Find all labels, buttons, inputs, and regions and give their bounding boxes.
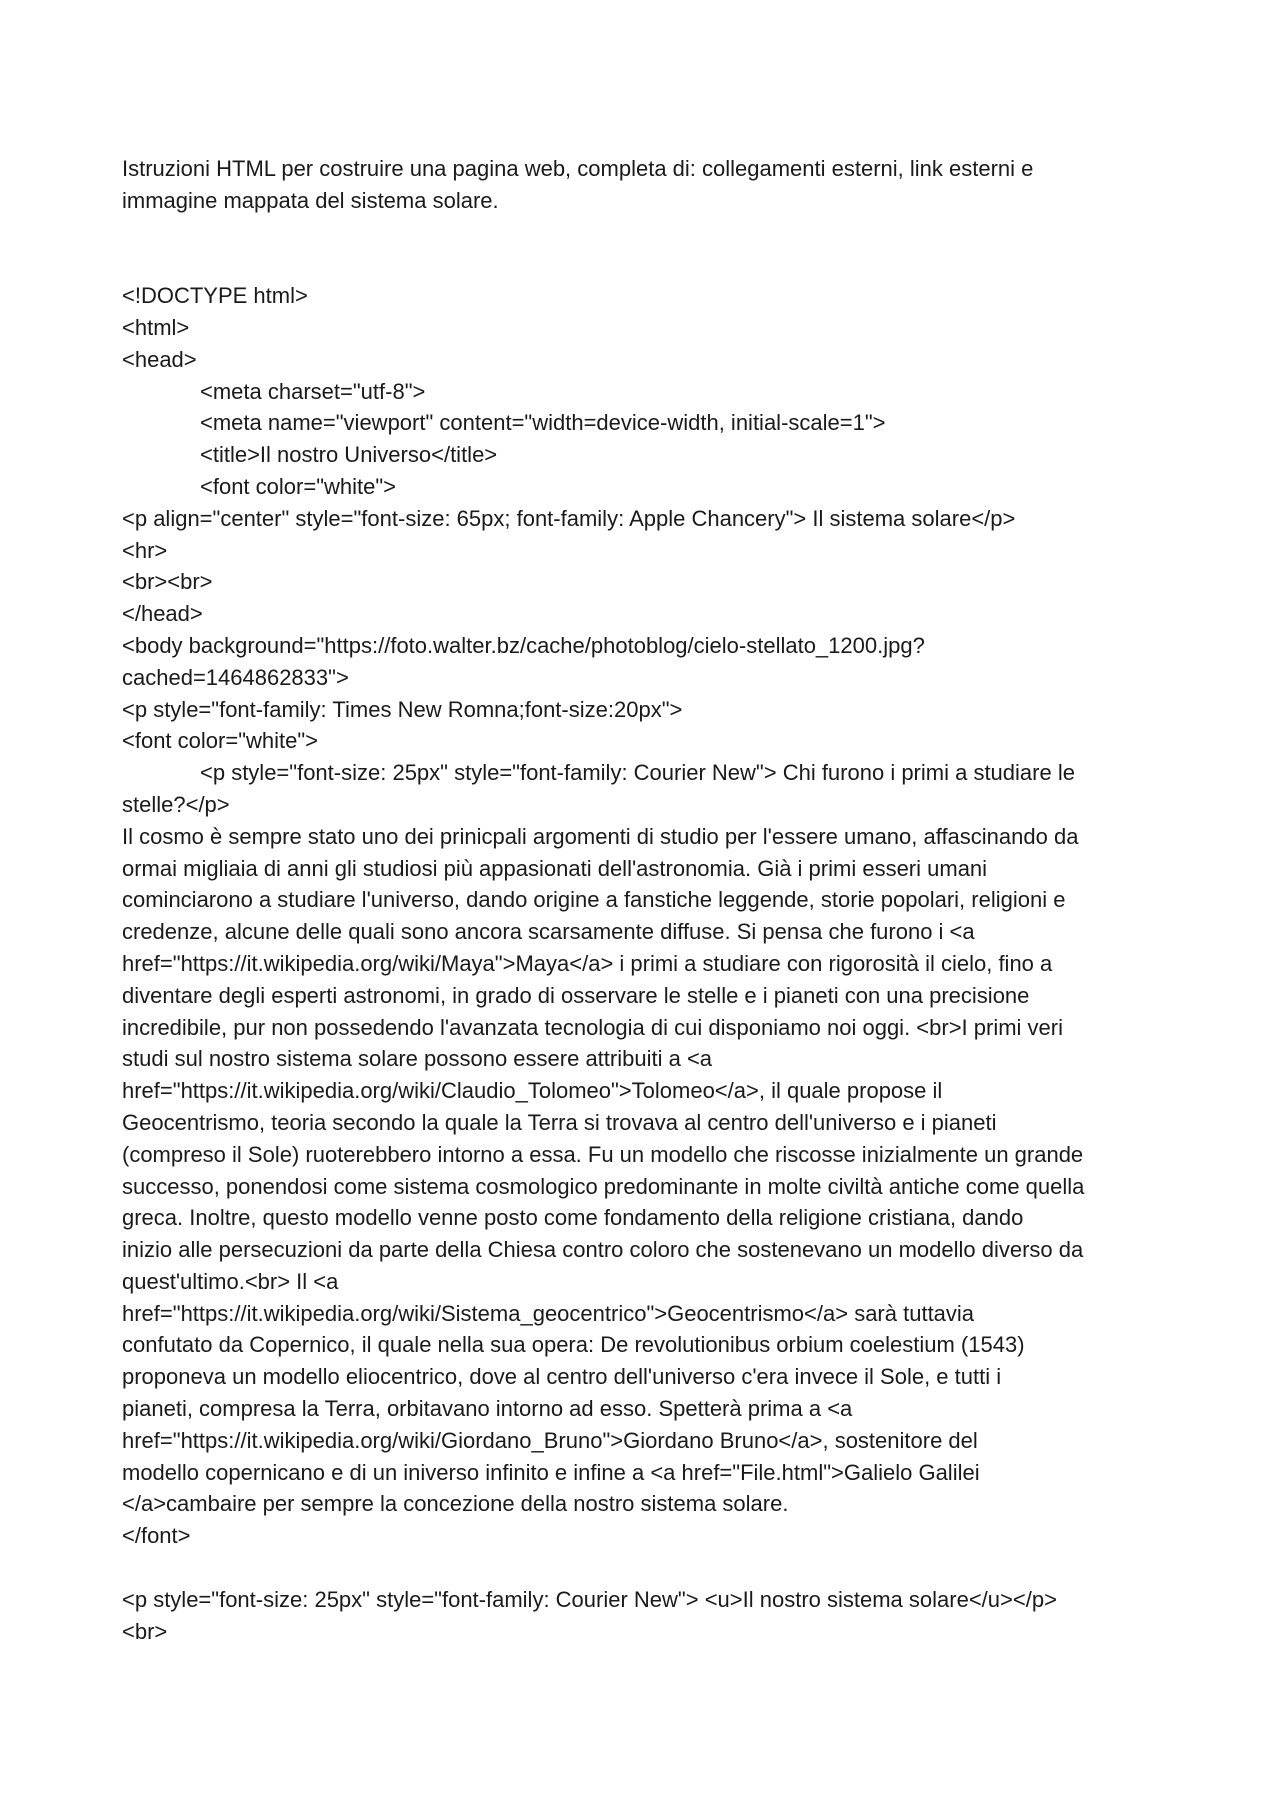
code-line: <body background="https://foto.walter.bz/cache/photoblog/cielo-stellato_1200.jpg? [122, 632, 925, 658]
spacer [122, 217, 1172, 281]
intro-line: immagine mappata del sistema solare. [122, 187, 499, 213]
body-line: modello copernicano e di un iniverso infinito e infine a <a href="File.html">Galielo Galilei [122, 1459, 980, 1485]
tail-line: <br> [122, 1618, 168, 1644]
body-line: stelle?</p> [122, 791, 230, 817]
body-line: quest'ultimo.<br> Il <a [122, 1268, 339, 1294]
code-line-indented: <meta name="viewport" content="width=device-width, initial-scale=1"> [200, 410, 886, 436]
body-line: cominciarono a studiare l'universo, dando origine a fanstiche leggende, storie popolari, religioni e [122, 887, 1066, 913]
code-line-indented: <font color="white"> [200, 473, 397, 499]
code-line: <html> [122, 314, 190, 340]
code-line: <hr> [122, 537, 168, 563]
code-line-indented: <meta charset="utf-8"> [200, 378, 426, 404]
body-line: (compreso il Sole) ruoterebbero intorno a essa. Fu un modello che riscosse inizialmente un grande [122, 1141, 1084, 1167]
body-line: </font> [122, 1523, 191, 1549]
document-body [122, 153, 1172, 1647]
body-line: pianeti, compresa la Terra, orbitavano intorno ad esso. Spetterà prima a <a [122, 1396, 853, 1422]
body-line: greca. Inoltre, questo modello venne posto come fondamento della religione cristiana, dando [122, 1205, 1024, 1231]
body-line: credenze, alcune delle quali sono ancora scarsamente diffuse. Si pensa che furono i <a [122, 919, 975, 945]
code-line-indented: <title>Il nostro Universo</title> [200, 442, 498, 468]
body-line: href="https://it.wikipedia.org/wiki/Giordano_Bruno">Giordano Bruno</a>, sostenitore del [122, 1427, 978, 1453]
spacer [122, 1552, 1172, 1584]
body-line: Il cosmo è sempre stato uno dei prinicpali argomenti di studio per l'essere umano, affascinando da [122, 823, 1079, 849]
code-line: <p align="center" style="font-size: 65px; font-family: Apple Chancery"> Il sistema solare</p> [122, 505, 1016, 531]
body-line: href="https://it.wikipedia.org/wiki/Maya">Maya</a> i primi a studiare con rigorosità il cielo, fino a [122, 950, 1053, 976]
body-line: ormai migliaia di anni gli studiosi più appasionati dell'astronomia. Già i primi esseri umani [122, 855, 988, 881]
intro-line: Istruzioni HTML per costruire una pagina web, completa di: collegamenti esterni, link esterni e [122, 156, 1034, 181]
body-line: confutato da Copernico, il quale nella sua opera: De revolutionibus orbium coelestium (1543) [122, 1332, 1025, 1358]
code-line: <!DOCTYPE html> [122, 283, 308, 309]
code-line: <br><br> [122, 569, 213, 595]
body-line: inizio alle persecuzioni da parte della Chiesa contro coloro che sostenevano un modello diverso da [122, 1237, 1084, 1263]
body-line: href="https://it.wikipedia.org/wiki/Claudio_Tolomeo">Tolomeo</a>, il quale propose il [122, 1078, 943, 1104]
code-line: </head> [122, 601, 203, 627]
code-line: cached=1464862833"> [122, 664, 349, 690]
code-line: <head> [122, 346, 197, 372]
body-line: studi sul nostro sistema solare possono essere attribuiti a <a [122, 1046, 713, 1072]
body-line: </a>cambaire per sempre la concezione della nostro sistema solare. [122, 1491, 789, 1517]
code-line-indented: <p style="font-size: 25px" style="font-family: Courier New"> Chi furono i primi a studiare le [200, 760, 1075, 786]
tail-line: <p style="font-size: 25px" style="font-family: Courier New"> <u>Il nostro sistema solare</u></p> [122, 1586, 1057, 1612]
body-line: successo, ponendosi come sistema cosmologico predominante in molte civiltà antiche come quella [122, 1173, 1085, 1199]
body-line: Geocentrismo, teoria secondo la quale la Terra si trovava al centro dell'universo e i pianeti [122, 1109, 997, 1135]
code-line: <font color="white"> [122, 728, 319, 754]
body-line: diventare degli esperti astronomi, in grado di osservare le stelle e i pianeti con una precisione [122, 982, 1030, 1008]
body-line: proponeva un modello eliocentrico, dove al centro dell'universo c'era invece il Sole, e tutti i [122, 1364, 1002, 1390]
code-line: <p style="font-family: Times New Romna;font-size:20px"> [122, 696, 683, 722]
body-line: href="https://it.wikipedia.org/wiki/Sistema_geocentrico">Geocentrismo</a> sarà tuttavia [122, 1300, 975, 1326]
body-line: incredibile, pur non possedendo l'avanzata tecnologia di cui disponiamo noi oggi. <br>I primi veri [122, 1014, 1063, 1040]
